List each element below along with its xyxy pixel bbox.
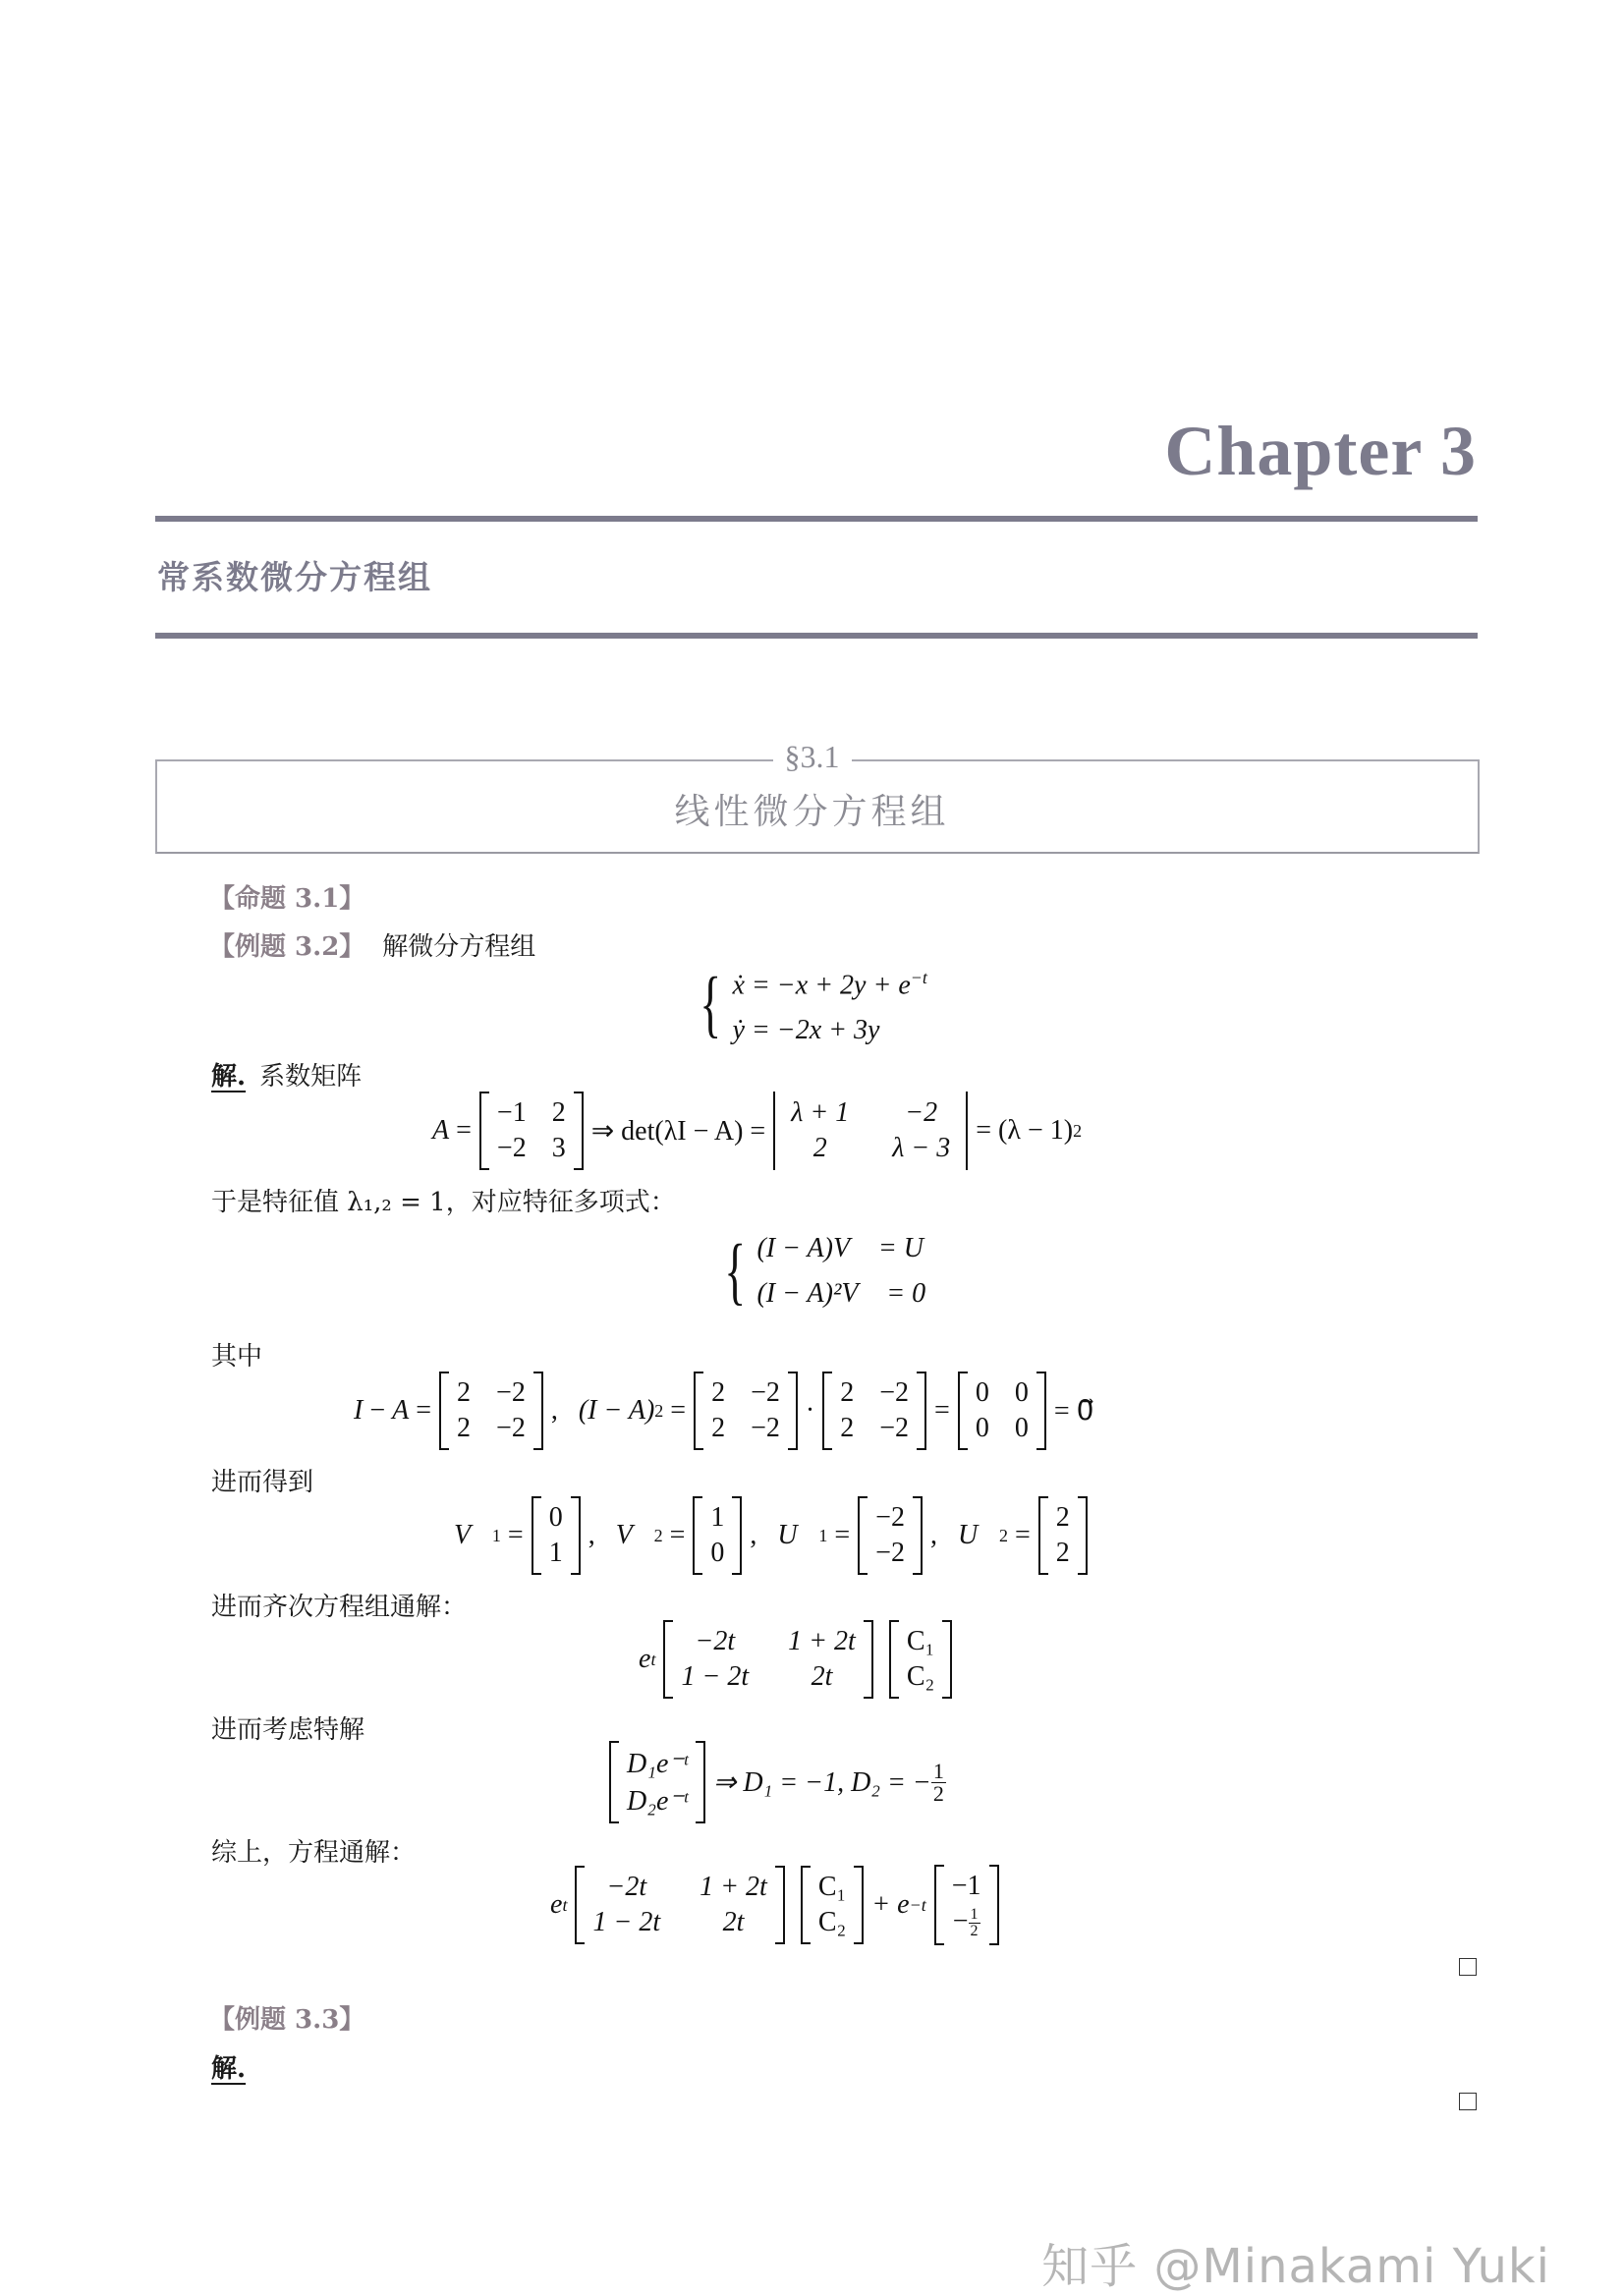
general-solution: e t −2t 1 + 2t 1 − 2t 2t C₁ C₂ + e −t −1 − $\frac{1}{2}$ [550,1865,1007,1945]
watermark: 知乎 @Minakami Yuki [1041,2239,1550,2294]
where-text: 其中 [211,1342,263,1372]
obtain-text: 进而得到 [211,1468,314,1497]
eigenvectors: V⃗ 1 = 0 1 , V⃗ 2 = 1 0 , U⃗ 1 = −2 −2 , U⃗ 2 = 2 2 [454,1495,1095,1576]
determinant-matrix: λ + 1 −2 2 λ − 3 [773,1092,968,1170]
eigenvalue-text: 于是特征值 λ₁,₂ = 1，对应特征多项式： [211,1188,676,1217]
example-3-3-label: 【例题 3.3】 [209,2005,365,2035]
left-brace: { [700,963,722,1046]
ode-system: { ẋ = $-x + 2y + e^{-t}$ ẏ = −2x + 3y [700,963,927,1046]
example-3-2-header [209,926,535,963]
eigen-system: { (I − A)V⃗ = U⃗ (I − A)²V⃗ = 0⃗ [724,1230,947,1313]
I-minus-A-eq: I − A = 2 −2 2 −2 , (I − A) 2 = 2 −2 2 −2 · 2 −2 2 −2 = 0 0 0 0 = 0⃗ [354,1371,1093,1451]
section-title: 线性微分方程组 [674,792,950,832]
chapter-subtitle: 常系数微分方程组 [157,558,432,596]
chapter-rule-bottom [155,633,1478,639]
homogeneous-text: 进而齐次方程组通解： [211,1593,468,1622]
example-3-3-solution-label: 解. [211,2054,247,2084]
solution-label: 解. [211,1062,247,1092]
chapter-title: Chapter 3 [1164,412,1477,490]
solution-intro [211,1056,362,1092]
proposition-label: 【命题 3.1】 [209,884,365,914]
example-label: 【例题 3.2】 [209,932,365,962]
section-number: §3.1 [0,739,1624,775]
chapter-rule-top [155,516,1478,522]
particular-text: 进而考虑特解 [211,1715,365,1745]
qed-box [1459,2093,1477,2110]
example-prompt: 解微分方程组 [382,932,536,962]
particular-solution: D₁e⁻ᵗ D₂e⁻ᵗ ⇒ D₁ = −1, D₂ = − $\frac{1}{2}$ [601,1742,946,1822]
general-text: 综上，方程通解： [211,1838,417,1868]
qed-box [1459,1958,1477,1976]
matrix-A: −1 2 −2 3 [479,1092,584,1170]
homogeneous-solution: e t −2t 1 + 2t 1 − 2t 2t C₁ C₂ [639,1619,960,1700]
coefficient-matrix-eq: A = −1 2 −2 3 ⇒ det(λI − A) = λ + 1 −2 2 λ − 3 = (λ − 1) 2 [432,1091,1082,1171]
solution-step-text: 系数矩阵 [259,1062,363,1092]
